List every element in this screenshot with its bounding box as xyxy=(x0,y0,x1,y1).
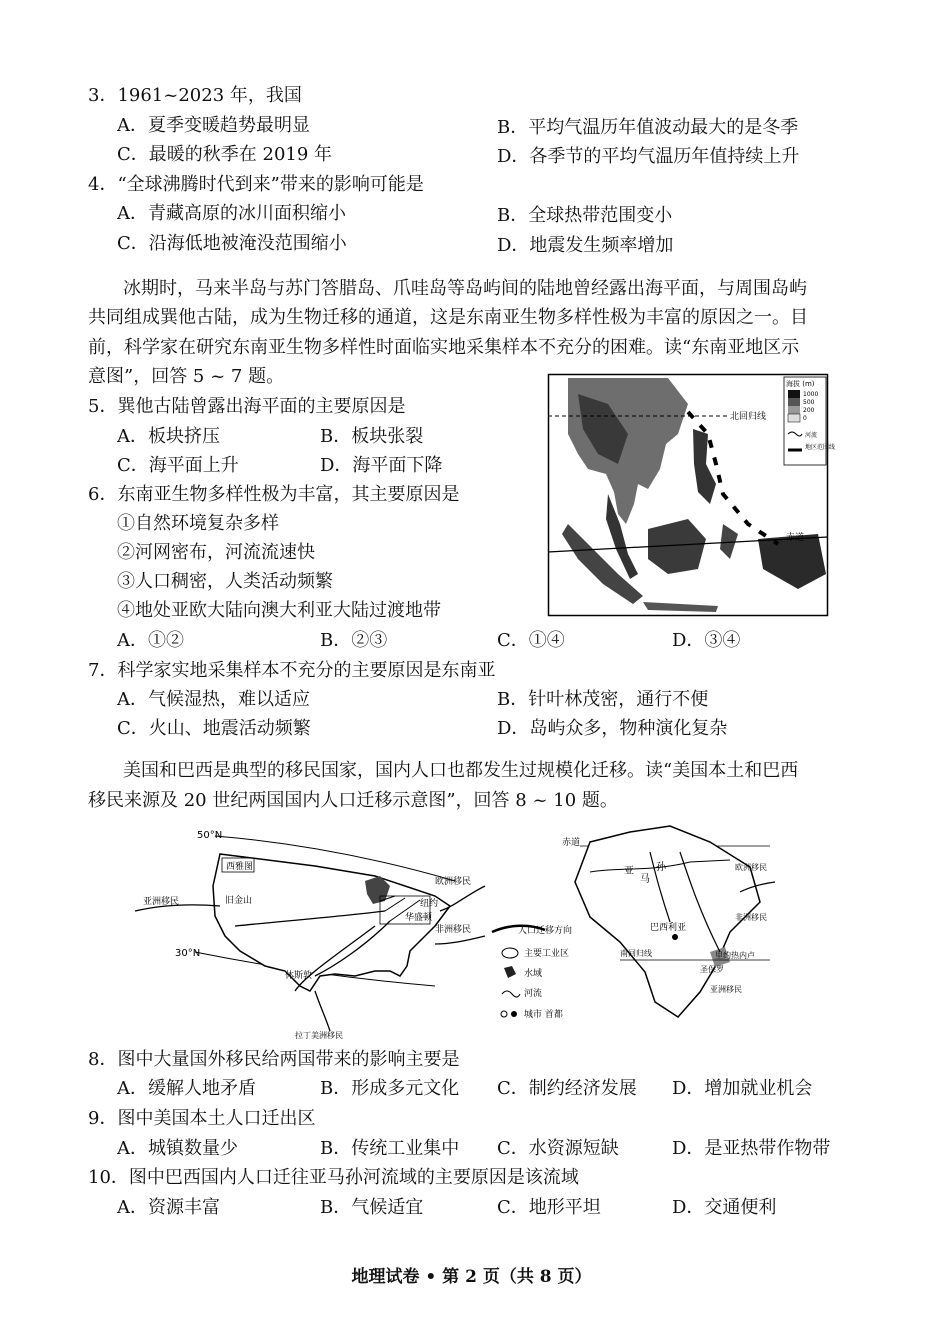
industrial-area-icon xyxy=(502,948,518,958)
q9-option-b[interactable]: B．传统工业集中 xyxy=(320,1138,460,1159)
q8-option-c[interactable]: C．制约经济发展 xyxy=(497,1078,637,1099)
legend-value-1000: 1000 xyxy=(803,391,819,398)
lat-50-label: 50°N xyxy=(197,830,223,841)
page-footer: 地理试卷 • 第 2 页（共 8 页） xyxy=(351,1267,592,1287)
brasilia-marker xyxy=(672,934,678,940)
q6-statement-3: ③人口稠密，人类活动频繁 xyxy=(117,571,333,592)
amazon-char-2: 马 xyxy=(640,874,650,885)
tropic-label: 北回归线 xyxy=(730,412,767,422)
q6-option-d[interactable]: D．③④ xyxy=(672,630,741,651)
legend-boundary: 地区范围线 xyxy=(805,444,836,451)
europe-immigration-label: 欧洲移民 xyxy=(435,877,472,887)
new-york-label: 纽约 xyxy=(420,899,439,909)
passage2-line2: 移民来源及 20 世纪两国国内人口迁移示意图”，回答 8 ~ 10 题。 xyxy=(88,790,618,811)
q5-option-d[interactable]: D．海平面下降 xyxy=(320,455,443,476)
q9-option-d[interactable]: D．是亚热带作物带 xyxy=(672,1138,831,1159)
brazil-equator-label: 赤道 xyxy=(562,838,581,848)
q3-option-d[interactable]: D．各季节的平均气温历年值持续上升 xyxy=(497,146,800,167)
legend-value-200: 200 xyxy=(803,407,815,414)
passage1-line3: 前，科学家在研究东南亚生物多样性时面临实地采集样本不充分的困难。读“东南亚地区示 xyxy=(88,337,800,358)
brazil-europe-label: 欧洲移民 xyxy=(735,863,767,872)
river-icon xyxy=(502,991,520,997)
q7-option-b[interactable]: B．针叶林茂密，通行不便 xyxy=(497,689,709,710)
legend-river2: 河流 xyxy=(524,989,543,999)
capital-icon xyxy=(511,1011,517,1017)
q3-option-a[interactable]: A．夏季变暖趋势最明显 xyxy=(117,115,310,136)
sao-paulo-label: 圣保罗 xyxy=(700,965,724,974)
passage2-line1: 美国和巴西是典型的移民国家，国内人口也都发生过规模化迁移。读“美国本土和巴西 xyxy=(123,760,799,781)
q4-option-a[interactable]: A．青藏高原的冰川面积缩小 xyxy=(117,203,346,224)
q8-option-d[interactable]: D．增加就业机会 xyxy=(672,1078,813,1099)
amazon-char-1: 亚 xyxy=(624,866,634,877)
q3-option-c[interactable]: C．最暖的秋季在 2019 年 xyxy=(117,144,333,165)
q9-option-c[interactable]: C．水资源短缺 xyxy=(497,1138,619,1159)
q5-option-c[interactable]: C．海平面上升 xyxy=(117,455,239,476)
q7-stem: 7．科学家实地采集样本不充分的主要原因是东南亚 xyxy=(88,660,496,681)
seattle-label: 西雅图 xyxy=(226,862,254,872)
q10-option-d[interactable]: D．交通便利 xyxy=(672,1197,777,1218)
q6-statement-1: ①自然环境复杂多样 xyxy=(117,513,279,534)
q9-option-a[interactable]: A．城镇数量少 xyxy=(117,1138,238,1159)
asia-immigration-label: 亚洲移民 xyxy=(143,897,180,907)
water-icon xyxy=(504,966,516,978)
q3-stem: 3．1961~2023 年，我国 xyxy=(88,85,302,106)
q5-option-a[interactable]: A．板块挤压 xyxy=(117,426,220,447)
africa-immigration-label: 非洲移民 xyxy=(435,925,472,935)
q8-option-b[interactable]: B．形成多元文化 xyxy=(320,1078,460,1099)
legend-value-0: 0 xyxy=(803,415,807,422)
q6-option-a[interactable]: A．①② xyxy=(117,630,184,651)
city-icon xyxy=(501,1011,507,1017)
san-francisco-label: 旧金山 xyxy=(225,896,253,906)
q4-option-b[interactable]: B．全球热带范围变小 xyxy=(497,205,673,226)
q10-stem: 10．图中巴西国内人口迁往亚马孙河流域的主要原因是该流域 xyxy=(88,1167,579,1188)
q9-stem: 9．图中美国本土人口迁出区 xyxy=(88,1108,316,1129)
q6-stem: 6．东南亚生物多样性极为丰富，其主要原因是 xyxy=(88,484,460,505)
african-immigration-arrow xyxy=(435,936,485,944)
equator-label: 赤道 xyxy=(786,533,805,543)
legend-water: 水域 xyxy=(524,969,543,979)
legend-value-500: 500 xyxy=(803,399,815,406)
legend-city: 城市 首都 xyxy=(524,1010,563,1020)
passage1-line1: 冰期时，马来半岛与苏门答腊岛、爪哇岛等岛屿间的陆地曾经露出海平面，与周围岛屿 xyxy=(123,278,807,299)
brasilia-label: 巴西利亚 xyxy=(650,923,687,933)
latin-immigration-arrow xyxy=(315,991,330,1031)
brazil-migration-map xyxy=(560,822,780,1022)
q7-option-c[interactable]: C．火山、地震活动频繁 xyxy=(117,718,311,739)
lat-30-label: 30°N xyxy=(175,948,201,959)
q6-statement-2: ②河网密布，河流流速快 xyxy=(117,542,315,563)
washington-label: 华盛顿 xyxy=(405,913,433,923)
q8-stem: 8．图中大量国外移民给两国带来的影响主要是 xyxy=(88,1049,460,1070)
q10-option-c[interactable]: C．地形平坦 xyxy=(497,1197,601,1218)
q4-stem: 4．“全球沸腾时代到来”带来的影响可能是 xyxy=(88,174,424,195)
legend-industrial: 主要工业区 xyxy=(524,949,570,959)
usa-migration-map xyxy=(135,826,490,1041)
legend-river: 河流 xyxy=(805,432,818,439)
q5-option-b[interactable]: B．板块张裂 xyxy=(320,426,424,447)
legend-title: 海拔 (m) xyxy=(786,380,815,388)
q10-option-b[interactable]: B．气候适宜 xyxy=(320,1197,424,1218)
q5-stem: 5．巽他古陆曾露出海平面的主要原因是 xyxy=(88,396,406,417)
q4-option-d[interactable]: D．地震发生频率增加 xyxy=(497,235,674,256)
q6-option-c[interactable]: C．①④ xyxy=(497,630,565,651)
houston-label: 休斯敦 xyxy=(285,971,313,981)
q3-option-b[interactable]: B．平均气温历年值波动最大的是冬季 xyxy=(497,117,799,138)
passage1-line4: 意图”，回答 5 ~ 7 题。 xyxy=(88,366,285,387)
q6-statement-4: ④地处亚欧大陆向澳大利亚大陆过渡地带 xyxy=(117,600,441,621)
q8-option-a[interactable]: A．缓解人地矛盾 xyxy=(117,1078,256,1099)
southeast-asia-map xyxy=(548,374,836,616)
q7-option-d[interactable]: D．岛屿众多，物种演化复杂 xyxy=(497,718,728,739)
passage1-line2: 共同组成巽他古陆，成为生物迁移的通道，这是东南亚生物多样性极为丰富的原因之一。目 xyxy=(88,307,808,328)
q7-option-a[interactable]: A．气候湿热，难以适应 xyxy=(117,689,310,710)
capricorn-label: 南回归线 xyxy=(620,949,652,958)
brazil-asia-label: 亚洲移民 xyxy=(710,985,742,994)
q6-option-b[interactable]: B．②③ xyxy=(320,630,388,651)
legend-migration: 人口迁移方向 xyxy=(518,926,573,936)
rio-label: 里约热内卢 xyxy=(715,951,755,960)
q4-option-c[interactable]: C．沿海低地被淹没范围缩小 xyxy=(117,233,347,254)
brazil-africa-label: 非洲移民 xyxy=(735,913,767,922)
latin-immigration-label: 拉丁美洲移民 xyxy=(295,1031,343,1040)
q10-option-a[interactable]: A．资源丰富 xyxy=(117,1197,220,1218)
amazon-char-3: 孙 xyxy=(656,862,666,873)
